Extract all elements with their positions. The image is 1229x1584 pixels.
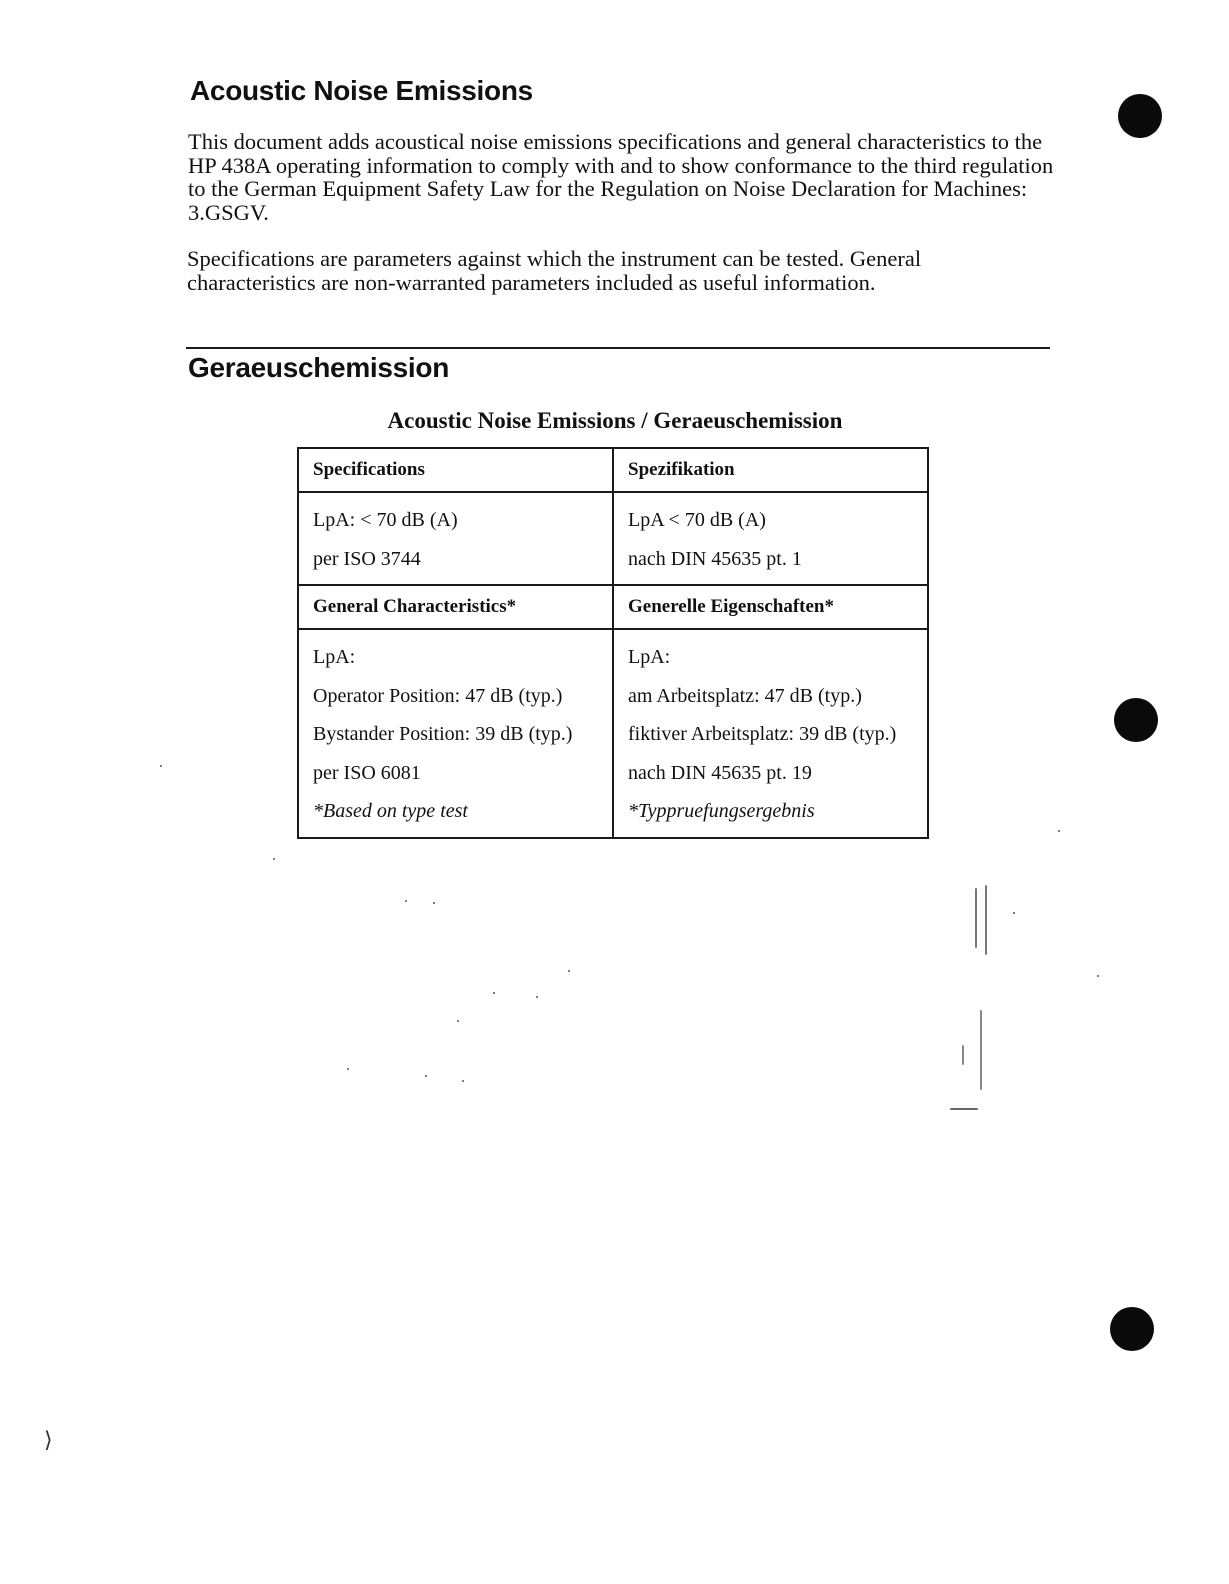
footnote-en: *Based on type test (313, 800, 468, 822)
scan-speck (1013, 912, 1015, 914)
cell-line: am Arbeitsplatz: 47 dB (typ.) (628, 684, 862, 707)
table-row (298, 585, 928, 629)
spec-values-en (298, 492, 613, 585)
scan-streak (950, 1108, 978, 1110)
punch-hole-icon (1114, 698, 1158, 742)
scan-speck (493, 992, 495, 994)
scan-speck (1097, 975, 1099, 977)
scan-speck (457, 1020, 459, 1022)
scan-speck (273, 858, 275, 860)
table-row (298, 448, 928, 492)
scan-speck (536, 996, 538, 998)
cell-line: LpA: (628, 646, 671, 668)
cell-line: nach DIN 45635 pt. 19 (628, 761, 812, 784)
cell-line: Operator Position: 47 dB (typ.) (313, 684, 563, 707)
spec-header-en: Specifications (298, 448, 613, 492)
scan-speck (568, 970, 570, 972)
general-header-en: General Characteristics* (298, 585, 613, 629)
scan-speck (462, 1080, 464, 1082)
heading-geraeuschemission: Geraeuschemission (188, 352, 450, 383)
cell-line: LpA < 70 dB (A) (628, 509, 766, 531)
cell-line: LpA: < 70 dB (A) (313, 509, 458, 531)
scan-streak (975, 888, 977, 948)
cell-line: nach DIN 45635 pt. 1 (628, 547, 802, 570)
scan-margin-mark: ⟩ (44, 1428, 53, 1453)
scan-speck (425, 1075, 427, 1077)
spec-header-de: Spezifikation (613, 448, 928, 492)
table-caption: Acoustic Noise Emissions / Geraeuschemission (387, 408, 843, 433)
scan-speck (160, 765, 162, 767)
scan-speck (433, 902, 435, 904)
scan-streak (985, 885, 987, 955)
cell-line: fiktiver Arbeitsplatz: 39 dB (typ.) (628, 723, 897, 745)
scan-speck (405, 900, 407, 902)
punch-hole-icon (1110, 1307, 1154, 1351)
specifications-paragraph: Specifications are parameters against which the instrument can be tested. General characteristics are non-warranted parameters included as useful information. (187, 246, 922, 295)
general-values-en (298, 629, 613, 838)
cell-line: LpA: (313, 646, 356, 668)
spec-values-de (613, 492, 928, 585)
scan-speck (1058, 830, 1060, 832)
cell-line: per ISO 6081 (313, 761, 421, 784)
horizontal-divider (186, 347, 1050, 349)
cell-line: per ISO 3744 (313, 547, 421, 570)
scan-streak (962, 1045, 964, 1065)
scan-streak (980, 1010, 982, 1090)
noise-emissions-table (297, 447, 929, 839)
punch-hole-icon (1118, 94, 1162, 138)
heading-acoustic-noise-emissions: Acoustic Noise Emissions (190, 75, 533, 106)
general-values-de (613, 629, 928, 838)
cell-line: Bystander Position: 39 dB (typ.) (313, 723, 573, 745)
general-header-de: Generelle Eigenschaften* (613, 585, 928, 629)
scan-speck (347, 1068, 349, 1070)
footnote-de: *Typpruefungsergebnis (628, 800, 815, 822)
intro-paragraph: This document adds acoustical noise emissions specifications and general characteristics to the HP 438A operating information to comply with and to show conformance to the third regulation to the German Equipment Safety Law for the Regulation on Noise Declaration for Machines: 3.GSGV. (188, 129, 1054, 225)
table-row (298, 492, 928, 585)
table-row (298, 629, 928, 838)
